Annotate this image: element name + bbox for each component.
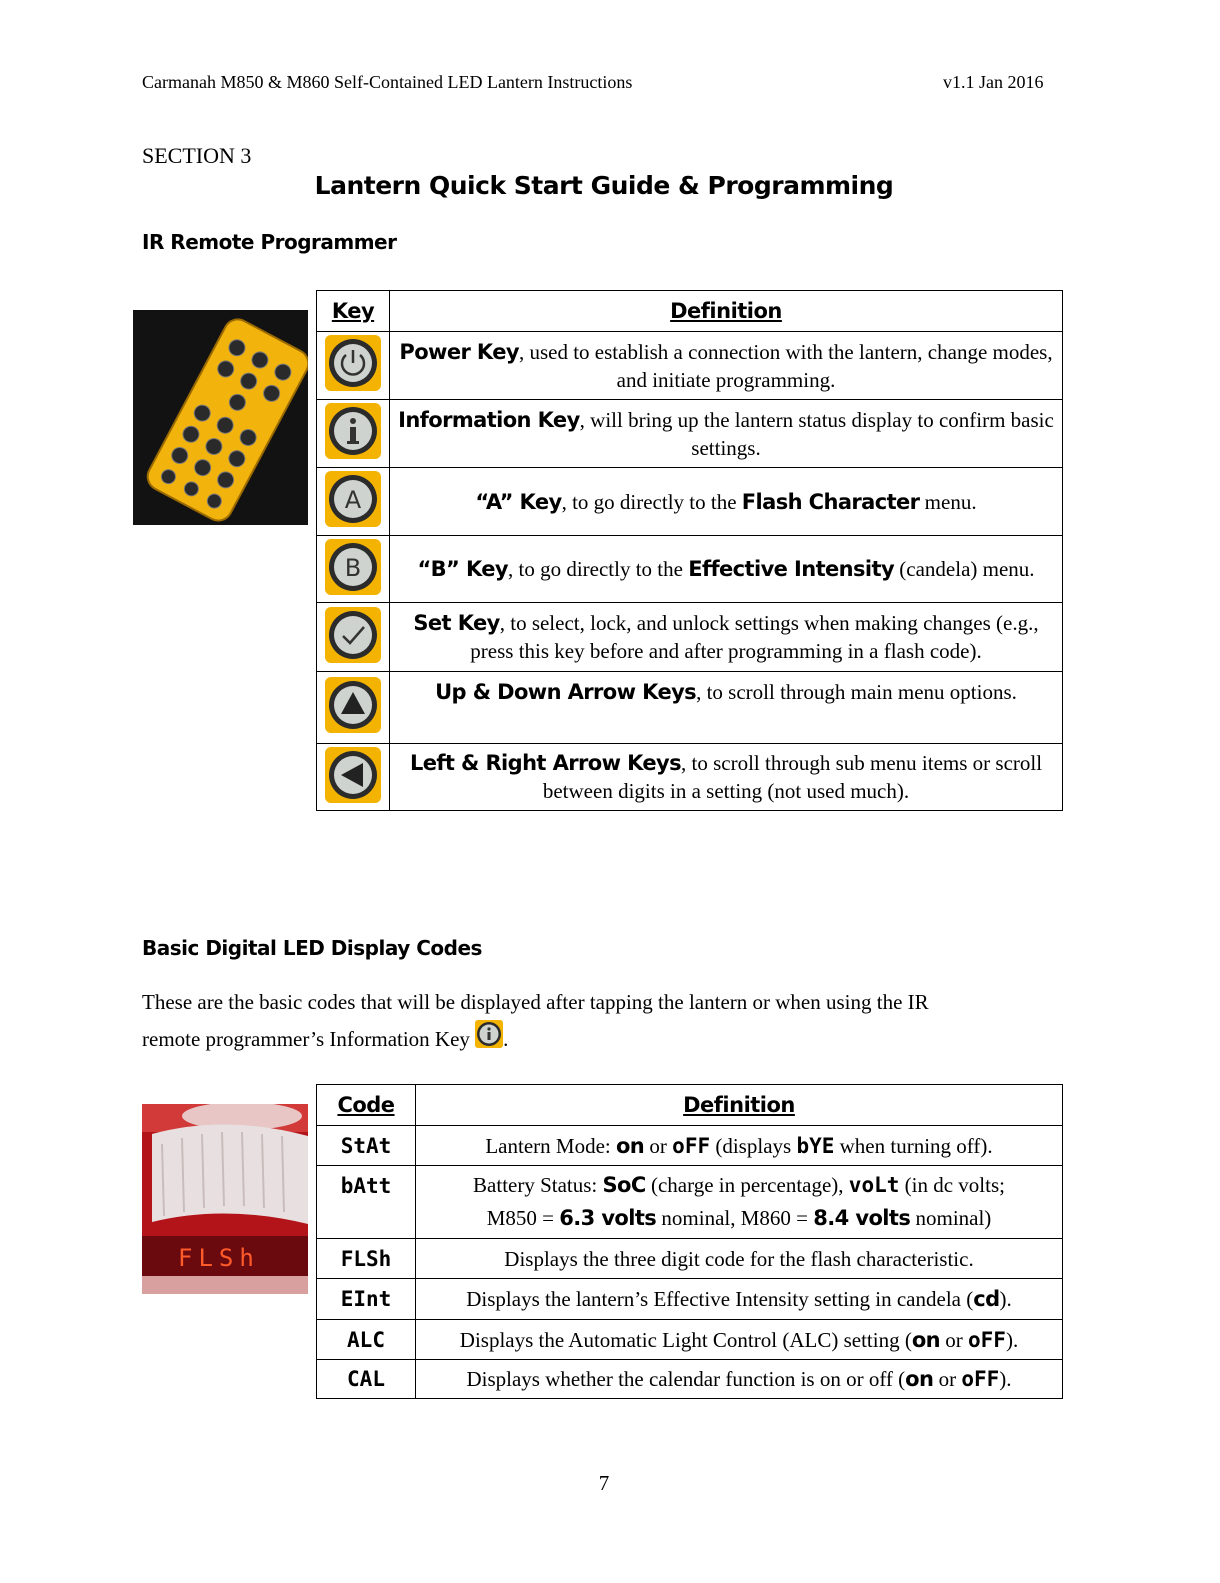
code-eint: EInt — [317, 1279, 416, 1320]
lantern-image — [142, 1104, 308, 1294]
table-row — [317, 603, 1063, 672]
page-title: Lantern Quick Start Guide & Programming — [314, 171, 894, 200]
flsh-definition: Displays the three digit code for the flash characteristic. — [416, 1239, 1063, 1279]
batt-text: Battery Status: — [473, 1173, 603, 1197]
table-row — [317, 332, 1063, 400]
code-stat: StAt — [317, 1126, 416, 1166]
running-header-title: Carmanah M850 & M860 Self-Contained LED Lantern Instructions — [142, 72, 633, 92]
eint-text-end: ). — [999, 1287, 1012, 1311]
up-down-key-cell — [317, 672, 390, 744]
col-definition-header: Definition — [416, 1085, 1063, 1126]
off-value: oFF — [961, 1367, 1000, 1391]
or-text: or — [644, 1133, 673, 1158]
running-header-version: v1.1 Jan 2016 — [943, 72, 1044, 92]
power-key-text: , used to establish a connection with the lantern, change modes, and initiate programming. — [518, 339, 1053, 392]
power-key-definition — [390, 332, 1063, 400]
set-key-definition — [390, 603, 1063, 672]
ir-remote-photo — [133, 310, 308, 525]
on-value: on — [615, 1133, 645, 1158]
batt-text-6: nominal) — [910, 1206, 992, 1230]
power-key-cell — [317, 332, 390, 400]
up-down-key-text: , to scroll through main menu options. — [696, 680, 1017, 704]
or-text: or — [940, 1327, 969, 1352]
effective-intensity-ref: Effective Intensity — [688, 557, 895, 581]
display-codes-table — [316, 1084, 1063, 1399]
info-key-text: , will bring up the lantern status display to confirm basic settings. — [579, 407, 1054, 460]
col-definition-header: Definition — [390, 291, 1063, 332]
or-text: or — [933, 1367, 962, 1391]
b-key-icon — [325, 539, 381, 595]
alc-definition — [416, 1320, 1063, 1360]
table-row — [317, 1360, 1063, 1399]
eint-definition — [416, 1279, 1063, 1320]
table-row — [317, 536, 1063, 603]
left-right-key-definition — [390, 744, 1063, 811]
b-key-name: “B” Key — [417, 557, 508, 581]
a-key-name: “A” Key — [475, 489, 562, 514]
page-number: 7 — [598, 1471, 610, 1495]
m850-volts: 6.3 volts — [559, 1206, 657, 1230]
ir-remote-image — [133, 310, 308, 525]
cal-text: Displays whether the calendar function is on or off ( — [466, 1367, 906, 1391]
off-value: oFF — [672, 1133, 711, 1158]
left-right-key-name: Left & Right Arrow Keys — [409, 751, 682, 775]
codes-intro-line-2 — [142, 1020, 508, 1052]
b-key-definition — [390, 536, 1063, 603]
volt-value: voLt — [848, 1173, 900, 1197]
ir-remote-heading: IR Remote Programmer — [142, 230, 397, 254]
a-key-cell — [317, 468, 390, 536]
power-icon — [325, 335, 381, 391]
on-value: on — [905, 1367, 934, 1391]
table-row — [317, 1126, 1063, 1166]
table-row — [317, 400, 1063, 468]
codes-intro-end: . — [503, 1027, 509, 1051]
table-row — [317, 744, 1063, 811]
b-key-cell — [317, 536, 390, 603]
up-down-key-definition — [390, 672, 1063, 744]
info-icon — [325, 403, 381, 459]
table-row — [317, 1166, 1063, 1239]
power-key-name: Power Key — [399, 339, 519, 364]
bye-value: bYE — [796, 1133, 835, 1158]
cal-text-end: ). — [999, 1367, 1012, 1391]
display-codes-heading: Basic Digital LED Display Codes — [142, 936, 482, 960]
info-key-definition — [390, 400, 1063, 468]
code-cal: CAL — [317, 1360, 416, 1399]
set-key-cell — [317, 603, 390, 672]
codes-intro-line-1: These are the basic codes that will be displayed after tapping the lantern or when using the IR — [142, 990, 929, 1014]
b-key-text-end: (candela) menu. — [894, 557, 1035, 581]
cal-definition — [416, 1360, 1063, 1399]
eint-text: Displays the lantern’s Effective Intensity setting in candela ( — [466, 1287, 974, 1311]
stat-definition — [416, 1126, 1063, 1166]
table-row — [317, 1320, 1063, 1360]
left-right-key-text: , to scroll through sub menu items or scroll between digits in a setting (not used much). — [542, 751, 1043, 803]
alc-text-end: ). — [1005, 1327, 1019, 1352]
batt-text-4: M850 = — [486, 1206, 560, 1230]
table-header-row — [317, 291, 1063, 332]
batt-text-5: nominal, M860 = — [656, 1206, 814, 1230]
info-icon — [475, 1020, 503, 1048]
codes-intro-text: remote programmer’s Information Key — [142, 1027, 470, 1051]
ir-keys-table — [316, 290, 1063, 811]
set-key-text: , to select, lock, and unlock settings when making changes (e.g., press this key before and after programming in a flash code). — [470, 611, 1039, 663]
a-key-icon — [325, 471, 381, 527]
batt-definition — [416, 1166, 1063, 1239]
stat-text: Lantern Mode: — [485, 1133, 616, 1158]
table-row — [317, 468, 1063, 536]
table-row — [317, 1279, 1063, 1320]
left-right-key-cell — [317, 744, 390, 811]
stat-text-3: when turning off). — [834, 1133, 993, 1158]
set-key-name: Set Key — [413, 611, 500, 635]
svg-text:B: B — [344, 553, 362, 582]
table-header-row — [317, 1085, 1063, 1126]
on-value: on — [911, 1327, 941, 1352]
code-flsh: FLSh — [317, 1239, 416, 1279]
table-row — [317, 1239, 1063, 1279]
up-arrow-icon — [325, 677, 381, 733]
alc-text: Displays the Automatic Light Control (ALC) setting ( — [459, 1327, 912, 1352]
a-key-text-end: menu. — [919, 489, 977, 514]
cd-value: cd — [973, 1287, 1000, 1311]
b-key-text: , to go directly to the — [508, 557, 689, 581]
off-value: oFF — [968, 1327, 1006, 1352]
batt-text-3: (in dc volts; — [899, 1173, 1005, 1197]
section-label: SECTION 3 — [142, 143, 252, 168]
check-icon — [325, 607, 381, 663]
info-key-name: Information Key — [398, 407, 580, 432]
table-row — [317, 672, 1063, 744]
stat-text-2: (displays — [710, 1133, 797, 1158]
lantern-led-readout: FLSh — [178, 1244, 260, 1272]
info-key-cell — [317, 400, 390, 468]
a-key-text: , to go directly to the — [561, 489, 742, 514]
flash-character-ref: Flash Character — [741, 489, 920, 514]
left-arrow-icon — [325, 747, 381, 803]
a-key-definition — [390, 468, 1063, 536]
col-key-header: Key — [317, 291, 390, 332]
up-down-key-name: Up & Down Arrow Keys — [435, 680, 697, 704]
m860-volts: 8.4 volts — [813, 1206, 911, 1230]
col-code-header: Code — [317, 1085, 416, 1126]
lantern-display-photo — [142, 1104, 308, 1294]
code-alc: ALC — [317, 1320, 416, 1360]
batt-text-2: (charge in percentage), — [645, 1173, 849, 1197]
code-batt: bAtt — [317, 1166, 416, 1239]
svg-text:A: A — [344, 486, 362, 514]
soc-value: SoC — [602, 1173, 646, 1197]
